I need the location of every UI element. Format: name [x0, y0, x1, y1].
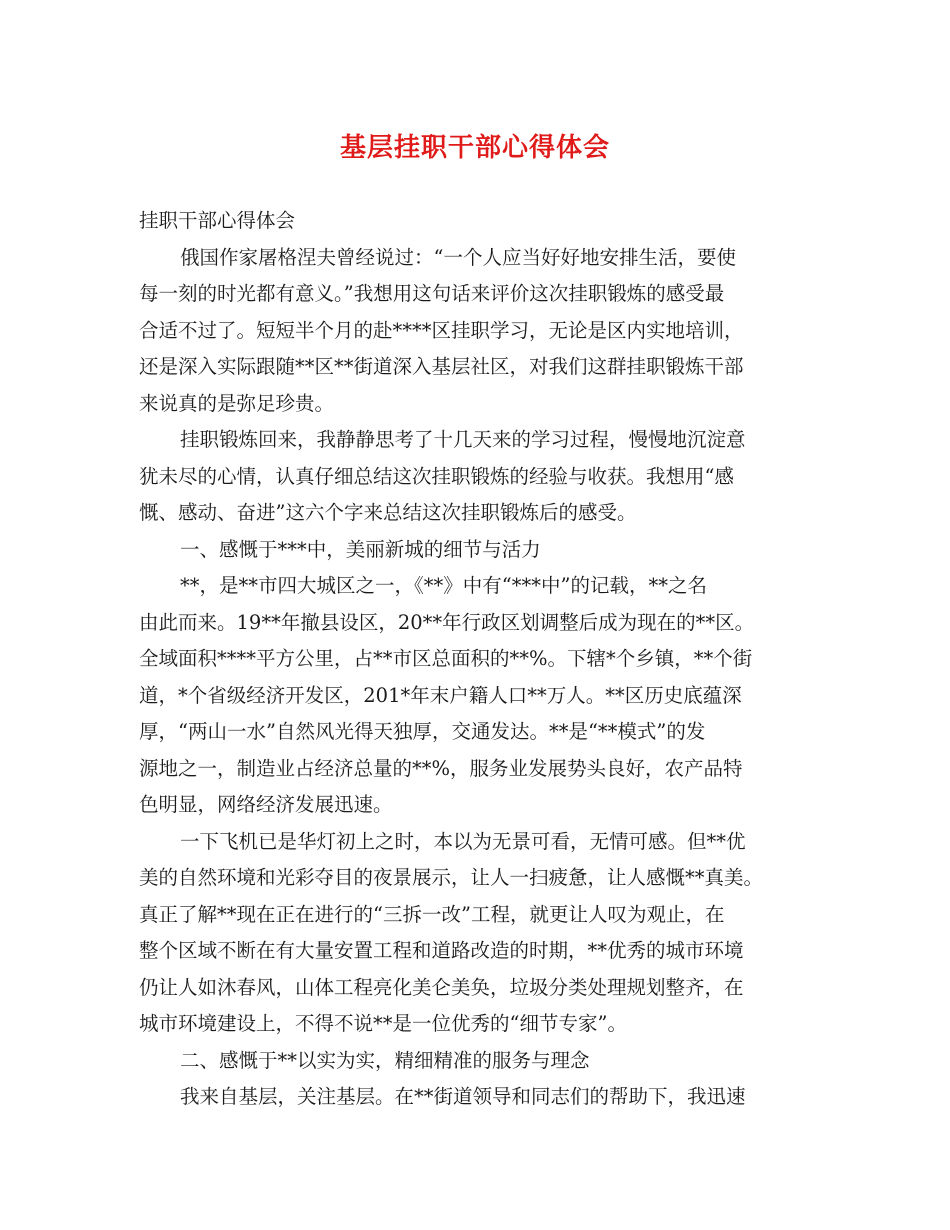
- text-line: 慨、感动、奋进”这六个字来总结这次挂职锻炼后的感受。: [139, 501, 637, 524]
- section-heading-1: [139, 532, 819, 569]
- text-line: 犹未尽的心情，认真仔细总结这次挂职锻炼的经验与收获。我想用“感: [139, 464, 734, 488]
- text-line: 还是深入实际跟随**区**街道深入基层社区，对我们这群挂职锻炼干部: [139, 355, 744, 378]
- document-body: [139, 203, 819, 1116]
- paragraph-intro-quote: [139, 240, 819, 423]
- text-line: 源地之一，制造业占经济总量的**%，服务业发展势头良好，农产品特: [139, 756, 743, 780]
- text-line: 合适不过了。短短半个月的赴****区挂职学习，无论是区内实地培训，: [139, 318, 744, 342]
- text-line: 城市环境建设上，不得不说**是一位优秀的“细节专家”。: [139, 1012, 627, 1035]
- paragraph-city-impression: [139, 824, 819, 1043]
- page-title: 基层挂职干部心得体会: [339, 133, 610, 163]
- text-line: 来说真的是弥足珍贵。: [139, 391, 335, 415]
- text-line: 由此而来。19**年撤县设区，20**年行政区划调整后成为现在的**区。: [139, 610, 755, 634]
- text-line: 每一刻的时光都有意义。”我想用这句话来评价这次挂职锻炼的感受最: [139, 282, 725, 305]
- heading-line: 二、感慨于**以实为实，精细精准的服务与理念: [180, 1048, 590, 1072]
- text-line: 色明显，网络经济发展迅速。: [139, 793, 393, 816]
- text-line: 厚，“两山一水”自然风光得天独厚，交通发达。**是“**模式”的发: [139, 720, 706, 743]
- text-line: 俄国作家屠格涅夫曾经说过：“一个人应当好好地安排生活，要使: [180, 245, 736, 269]
- text-line: 我来自基层，关注基层。在**街道领导和同志们的帮助下，我迅速: [180, 1085, 746, 1108]
- paragraph-district-overview: [139, 568, 819, 824]
- text-line: 全域面积****平方公里，占**市区总面积的**%。下辖*个乡镇，**个街: [139, 647, 753, 670]
- text-line: 真正了解**现在正在进行的“三拆一改”工程，就更让人叹为观止，在: [139, 902, 725, 926]
- document-subtitle: 挂职干部心得体会: [139, 209, 296, 232]
- text-line: 仍让人如沐春风，山体工程亮化美仑美奂，垃圾分类处理规划整齐，在: [139, 975, 744, 999]
- heading-line: 一、感慨于***中，美丽新城的细节与活力: [180, 537, 541, 561]
- text-line: 美的自然环境和光彩夺目的夜景展示，让人一扫疲惫，让人感慨**真美。: [139, 866, 764, 889]
- text-line: 整个区域不断在有大量安置工程和道路改造的时期，**优秀的城市环境: [139, 939, 744, 962]
- paragraph-grassroots: [139, 1079, 819, 1116]
- section-heading-2: [139, 1043, 819, 1080]
- text-line: **，是**市四大城区之一，《**》中有“***中”的记载，**之名: [180, 574, 707, 597]
- text-line: 一下飞机已是华灯初上之时，本以为无景可看，无情可感。但**优: [180, 829, 746, 853]
- text-line: 道，*个省级经济开发区，201*年末户籍人口**万人。**区历史底蕴深: [139, 683, 742, 707]
- text-line: 挂职锻炼回来，我静静思考了十几天来的学习过程，慢慢地沉淀意: [180, 428, 746, 451]
- paragraph-reflection: [139, 422, 819, 532]
